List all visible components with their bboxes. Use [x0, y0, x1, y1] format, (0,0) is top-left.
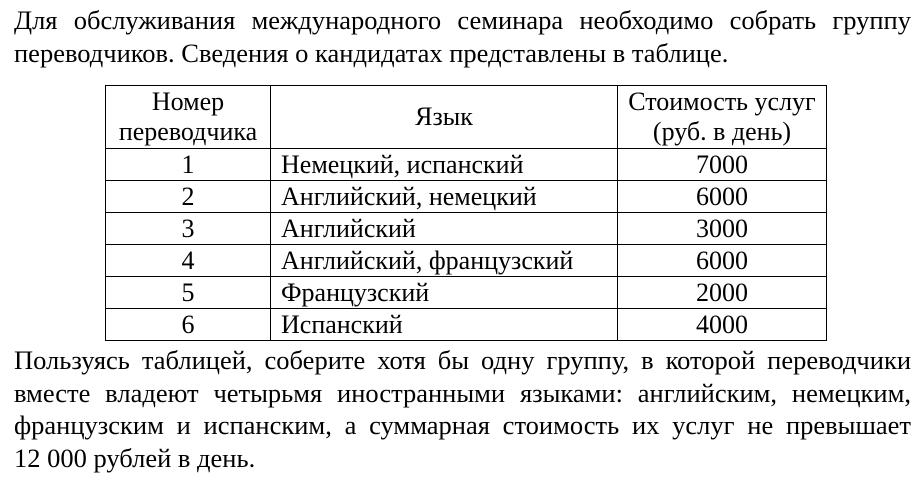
header-cost-line2: (руб. в день) [652, 117, 792, 146]
table-row [106, 309, 827, 341]
cell-cost: 4000 [618, 309, 827, 341]
cell-number: 4 [106, 245, 271, 277]
table-row [106, 245, 827, 277]
cell-number: 2 [106, 181, 271, 213]
table-row [106, 277, 827, 309]
question-line: 12 000 рублей в день. [14, 442, 256, 473]
cell-cost: 7000 [618, 149, 827, 181]
header-language: Язык [271, 86, 618, 149]
translators-table [105, 85, 827, 341]
header-cost [618, 86, 827, 149]
cell-cost: 2000 [618, 277, 827, 309]
cell-cost: 3000 [618, 213, 827, 245]
cell-language: Английский [271, 213, 618, 245]
cell-number: 5 [106, 277, 271, 309]
cell-number: 3 [106, 213, 271, 245]
cell-language: Английский, французский [271, 245, 618, 277]
question-line: французским и испанским, а суммарная стоимость их услуг не превышает [14, 410, 911, 440]
table-header-row [106, 86, 827, 149]
cell-language: Немецкий, испанский [271, 149, 618, 181]
cell-language: Французский [271, 277, 618, 309]
cell-cost: 6000 [618, 181, 827, 213]
cell-language: Английский, немецкий [271, 181, 618, 213]
question-paragraph [14, 344, 911, 474]
question-line: вместе владеют четырьмя иностранными языками: английским, немецким, [14, 377, 911, 408]
cell-number: 6 [106, 309, 271, 341]
header-number-line1: Номер [151, 87, 225, 116]
cell-language: Испанский [271, 309, 618, 341]
intro-paragraph [14, 4, 911, 69]
header-translator-number [106, 86, 271, 149]
table-row [106, 181, 827, 213]
header-cost-line1: Стоимость услуг [628, 87, 816, 116]
intro-line: Для обслуживания международного семинара необходимо собрать группу [14, 5, 911, 35]
intro-line: переводчиков. Сведения о кандидатах представлены в таблице. [14, 37, 729, 68]
question-line: Пользуясь таблицей, соберите хотя бы одну группу, в которой переводчики [14, 345, 911, 375]
table-row [106, 213, 827, 245]
header-number-line2: переводчика [118, 117, 258, 146]
cell-number: 1 [106, 149, 271, 181]
table-row [106, 149, 827, 181]
cell-cost: 6000 [618, 245, 827, 277]
